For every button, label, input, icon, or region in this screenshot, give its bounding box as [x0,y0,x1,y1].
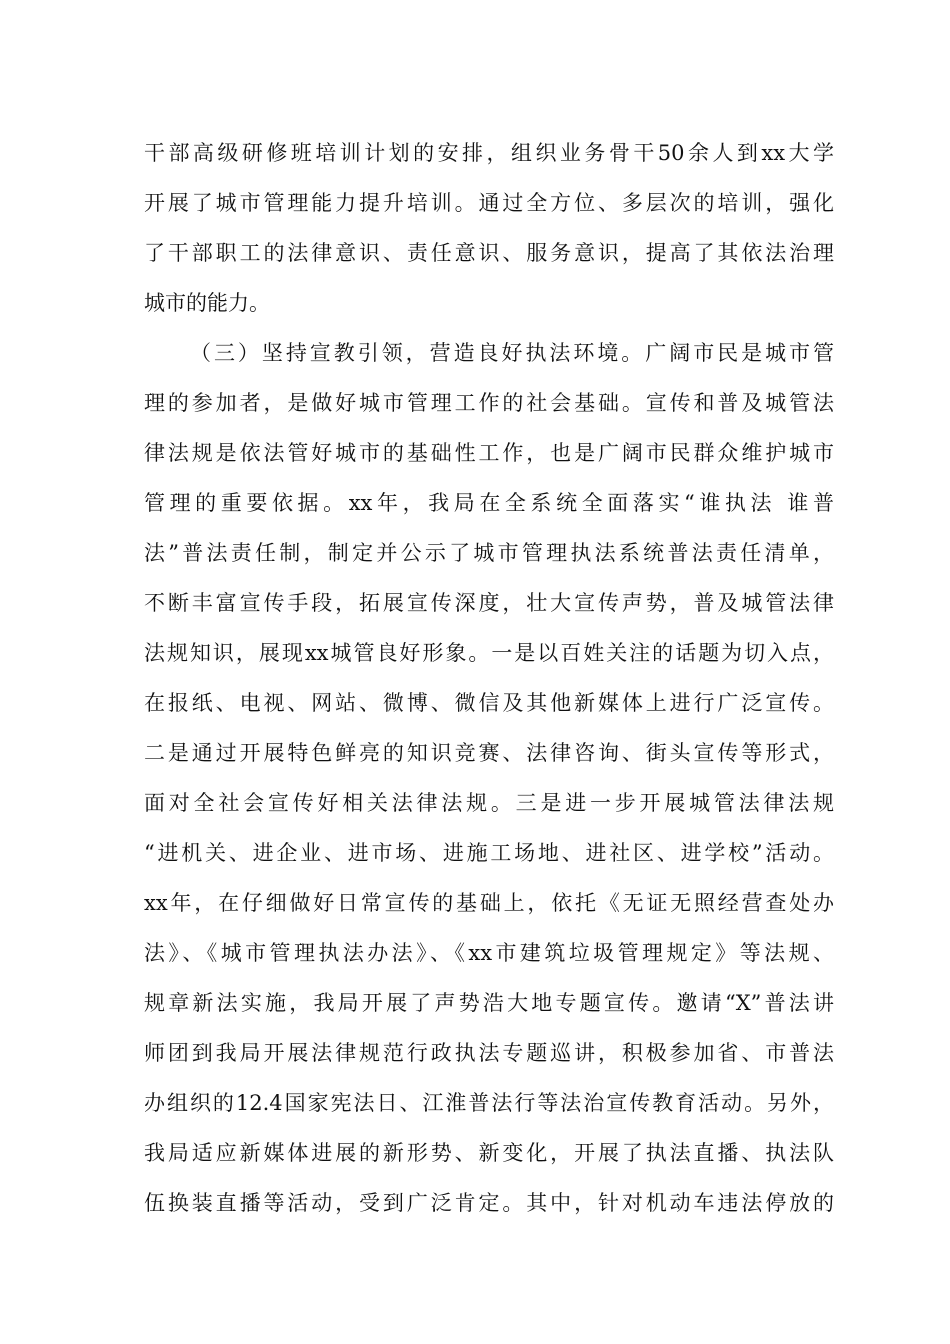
text-line: 面对全社会宣传好相关法律法规。三是进一步开展城管法律法规 [144,791,834,815]
text-line: 法规知识，展现xx城管良好形象。一是以百姓关注的话题为切入点， [144,641,834,665]
text-line: 不断丰富宣传手段，拓展宣传深度，壮大宣传声势，普及城管法律 [144,591,834,615]
section-heading-line: （三）坚持宣教引领，营造良好执法环境。广阔市民是城市管 [190,341,834,365]
text-line: 了干部职工的法律意识、责任意识、服务意识，提高了其依法治理 [144,241,834,265]
text-line: 干部高级研修班培训计划的安排，组织业务骨干50余人到xx大学 [144,141,834,165]
text-line: 二是通过开展特色鲜亮的知识竞赛、法律咨询、街头宣传等形式， [144,741,834,765]
text-line: 理的参加者，是做好城市管理工作的社会基础。宣传和普及城管法 [144,391,834,415]
text-line: 伍换装直播等活动，受到广泛肯定。其中，针对机动车违法停放的 [144,1191,834,1215]
text-line: 城市的能力。 [144,291,270,315]
text-line: 师团到我局开展法律规范行政执法专题巡讲，积极参加省、市普法 [144,1041,834,1065]
text-line: 法》、《城市管理执法办法》、《xx市建筑垃圾管理规定》等法规、 [144,941,834,965]
paragraph-publicity [144,328,834,1228]
text-line: “进机关、进企业、进市场、进施工场地、进社区、进学校”活动。 [144,841,834,865]
text-line: 管理的重要依据。xx年，我局在全系统全面落实“谁执法 谁普 [144,491,834,515]
document-body [144,128,834,1228]
text-line: 在报纸、电视、网站、微博、微信及其他新媒体上进行广泛宣传。 [144,691,834,715]
text-line: 规章新法实施，我局开展了声势浩大地专题宣传。邀请“X”普法讲 [144,991,834,1015]
text-line: 我局适应新媒体进展的新形势、新变化，开展了执法直播、执法队 [144,1141,834,1165]
text-line: xx年，在仔细做好日常宣传的基础上，依托《无证无照经营查处办 [144,891,834,915]
paragraph-training [144,128,834,328]
text-line: 办组织的12.4国家宪法日、江淮普法行等法治宣传教育活动。另外， [144,1091,834,1115]
text-line: 律法规是依法管好城市的基础性工作，也是广阔市民群众维护城市 [144,441,834,465]
text-line: 开展了城市管理能力提升培训。通过全方位、多层次的培训，强化 [144,191,834,215]
text-line: 法”普法责任制，制定并公示了城市管理执法系统普法责任清单， [144,541,834,565]
